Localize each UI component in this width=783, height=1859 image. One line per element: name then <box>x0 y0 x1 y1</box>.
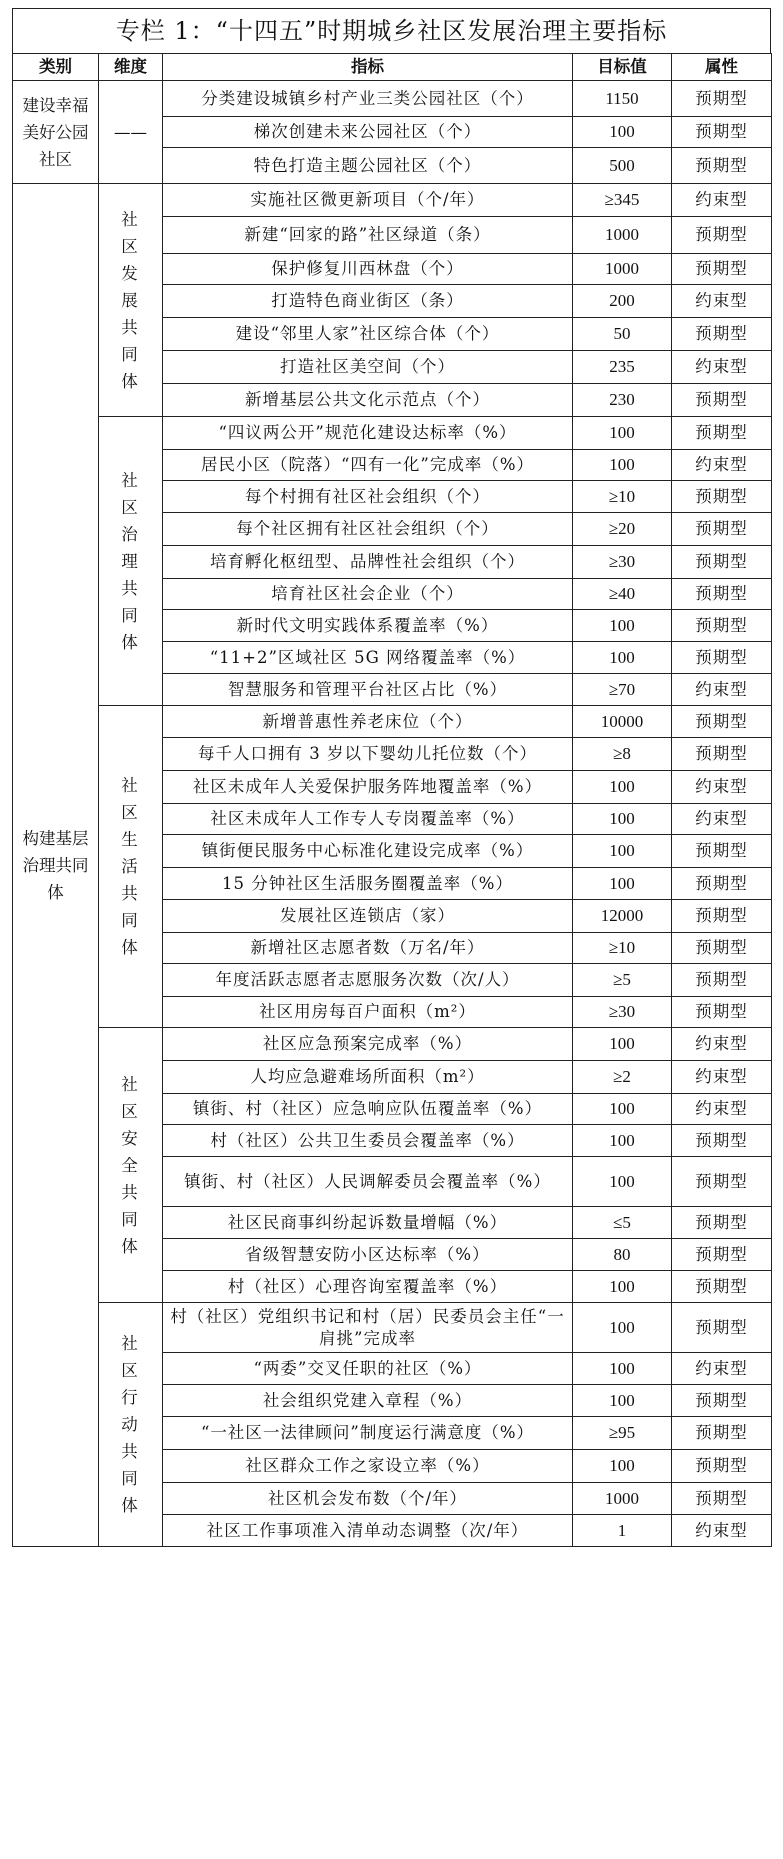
attribute-cell: 预期型 <box>672 738 772 771</box>
target-value-cell: 50 <box>573 318 672 351</box>
attribute-cell: 预期型 <box>672 81 772 117</box>
indicator-cell: 镇街便民服务中心标准化建设完成率（%） <box>163 835 573 868</box>
target-value-cell: 1150 <box>573 81 672 117</box>
table-row <box>13 417 772 450</box>
indicator-cell: 打造特色商业街区（条） <box>163 285 573 318</box>
target-value-cell: ≥10 <box>573 933 672 964</box>
indicator-cell: 15 分钟社区生活服务圈覆盖率（%） <box>163 868 573 900</box>
indicator-cell: 智慧服务和管理平台社区占比（%） <box>163 674 573 706</box>
indicator-cell: 社区未成年人关爱保护服务阵地覆盖率（%） <box>163 771 573 804</box>
indicator-cell: “一社区一法律顾问”制度运行满意度（%） <box>163 1417 573 1450</box>
attribute-cell: 预期型 <box>672 481 772 513</box>
indicator-cell: 村（社区）公共卫生委员会覆盖率（%） <box>163 1125 573 1157</box>
attribute-cell: 预期型 <box>672 1303 772 1353</box>
indicator-cell: “11+2”区域社区 5G 网络覆盖率（%） <box>163 642 573 674</box>
target-value-cell: ≤5 <box>573 1207 672 1239</box>
indicator-cell: 每个社区拥有社区社会组织（个） <box>163 513 573 546</box>
attribute-cell: 预期型 <box>672 318 772 351</box>
indicator-cell: 特色打造主题公园社区（个） <box>163 148 573 184</box>
header-category: 类别 <box>13 54 99 81</box>
target-value-cell: 1 <box>573 1515 672 1547</box>
indicator-cell: 镇街、村（社区）人民调解委员会覆盖率（%） <box>163 1157 573 1207</box>
indicator-cell: 新增普惠性养老床位（个） <box>163 706 573 738</box>
indicator-cell: 新增基层公共文化示范点（个） <box>163 384 573 417</box>
indicator-cell: 社区机会发布数（个/年） <box>163 1483 573 1515</box>
attribute-cell: 约束型 <box>672 450 772 481</box>
attribute-cell: 预期型 <box>672 1385 772 1417</box>
indicator-cell: “两委”交叉任职的社区（%） <box>163 1353 573 1385</box>
attribute-cell: 预期型 <box>672 1239 772 1271</box>
header-target: 目标值 <box>573 54 672 81</box>
target-value-cell: ≥30 <box>573 997 672 1028</box>
target-value-cell: 100 <box>573 117 672 148</box>
category-cell: 建设幸福美好公园社区 <box>13 81 99 184</box>
target-value-cell: ≥5 <box>573 964 672 997</box>
attribute-cell: 预期型 <box>672 1271 772 1303</box>
attribute-cell: 预期型 <box>672 1450 772 1483</box>
indicator-cell: 每千人口拥有 3 岁以下婴幼儿托位数（个） <box>163 738 573 771</box>
indicator-cell: 社区用房每百户面积（m²） <box>163 997 573 1028</box>
table-row <box>13 706 772 738</box>
target-value-cell: 100 <box>573 1353 672 1385</box>
attribute-cell: 预期型 <box>672 642 772 674</box>
attribute-cell: 预期型 <box>672 933 772 964</box>
indicator-cell: 村（社区）心理咨询室覆盖率（%） <box>163 1271 573 1303</box>
indicator-cell: 居民小区（院落）“四有一化”完成率（%） <box>163 450 573 481</box>
attribute-cell: 预期型 <box>672 217 772 254</box>
indicator-cell: 社区民商事纠纷起诉数量增幅（%） <box>163 1207 573 1239</box>
dimension-cell: 社区发展共同体 <box>99 184 163 417</box>
target-value-cell: 100 <box>573 771 672 804</box>
target-value-cell: ≥30 <box>573 546 672 579</box>
table-row <box>13 184 772 217</box>
attribute-cell: 约束型 <box>672 804 772 835</box>
indicator-table-panel <box>12 8 771 1547</box>
target-value-cell: 100 <box>573 1303 672 1353</box>
target-value-cell: 235 <box>573 351 672 384</box>
target-value-cell: 100 <box>573 450 672 481</box>
indicator-cell: 培育孵化枢纽型、品牌性社会组织（个） <box>163 546 573 579</box>
target-value-cell: 200 <box>573 285 672 318</box>
attribute-cell: 预期型 <box>672 417 772 450</box>
target-value-cell: 100 <box>573 417 672 450</box>
target-value-cell: 100 <box>573 1094 672 1125</box>
attribute-cell: 约束型 <box>672 1028 772 1061</box>
target-value-cell: ≥345 <box>573 184 672 217</box>
indicator-cell: 打造社区美空间（个） <box>163 351 573 384</box>
indicator-cell: 新时代文明实践体系覆盖率（%） <box>163 610 573 642</box>
target-value-cell: ≥95 <box>573 1417 672 1450</box>
attribute-cell: 预期型 <box>672 1125 772 1157</box>
attribute-cell: 预期型 <box>672 254 772 285</box>
table-row <box>13 1303 772 1353</box>
table-header-row <box>13 54 772 81</box>
attribute-cell: 预期型 <box>672 1207 772 1239</box>
category-cell: 构建基层治理共同体 <box>13 184 99 1547</box>
target-value-cell: 100 <box>573 835 672 868</box>
header-attribute: 属性 <box>672 54 772 81</box>
target-value-cell: 100 <box>573 1157 672 1207</box>
target-value-cell: ≥70 <box>573 674 672 706</box>
indicator-cell: 省级智慧安防小区达标率（%） <box>163 1239 573 1271</box>
indicator-cell: “四议两公开”规范化建设达标率（%） <box>163 417 573 450</box>
attribute-cell: 预期型 <box>672 546 772 579</box>
target-value-cell: 100 <box>573 1125 672 1157</box>
target-value-cell: 100 <box>573 1450 672 1483</box>
dimension-cell: 社区生活共同体 <box>99 706 163 1028</box>
attribute-cell: 约束型 <box>672 674 772 706</box>
attribute-cell: 预期型 <box>672 900 772 933</box>
table-body <box>13 81 772 1547</box>
attribute-cell: 预期型 <box>672 997 772 1028</box>
attribute-cell: 约束型 <box>672 351 772 384</box>
attribute-cell: 约束型 <box>672 285 772 318</box>
target-value-cell: 10000 <box>573 706 672 738</box>
attribute-cell: 约束型 <box>672 1061 772 1094</box>
indicator-cell: 村（社区）党组织书记和村（居）民委员会主任“一肩挑”完成率 <box>163 1303 573 1353</box>
attribute-cell: 预期型 <box>672 1157 772 1207</box>
target-value-cell: 12000 <box>573 900 672 933</box>
header-indicator: 指标 <box>163 54 573 81</box>
page-title: 专栏 1：“十四五”时期城乡社区发展治理主要指标 <box>12 8 771 53</box>
indicator-cell: 实施社区微更新项目（个/年） <box>163 184 573 217</box>
attribute-cell: 预期型 <box>672 1483 772 1515</box>
dimension-cell: —— <box>99 81 163 184</box>
attribute-cell: 预期型 <box>672 835 772 868</box>
dimension-cell: 社区行动共同体 <box>99 1303 163 1547</box>
attribute-cell: 预期型 <box>672 513 772 546</box>
attribute-cell: 预期型 <box>672 706 772 738</box>
target-value-cell: ≥2 <box>573 1061 672 1094</box>
attribute-cell: 预期型 <box>672 1417 772 1450</box>
indicator-cell: 新增社区志愿者数（万名/年） <box>163 933 573 964</box>
indicator-cell: 年度活跃志愿者志愿服务次数（次/人） <box>163 964 573 997</box>
attribute-cell: 预期型 <box>672 579 772 610</box>
target-value-cell: 100 <box>573 1385 672 1417</box>
dimension-cell: 社区安全共同体 <box>99 1028 163 1303</box>
indicator-cell: 分类建设城镇乡村产业三类公园社区（个） <box>163 81 573 117</box>
indicator-cell: 社区工作事项准入清单动态调整（次/年） <box>163 1515 573 1547</box>
indicator-cell: 每个村拥有社区社会组织（个） <box>163 481 573 513</box>
attribute-cell: 约束型 <box>672 1094 772 1125</box>
indicator-cell: 人均应急避难场所面积（m²） <box>163 1061 573 1094</box>
target-value-cell: 100 <box>573 610 672 642</box>
indicator-cell: 社区群众工作之家设立率（%） <box>163 1450 573 1483</box>
indicator-cell: 发展社区连锁店（家） <box>163 900 573 933</box>
indicator-cell: 社区未成年人工作专人专岗覆盖率（%） <box>163 804 573 835</box>
attribute-cell: 预期型 <box>672 117 772 148</box>
attribute-cell: 预期型 <box>672 610 772 642</box>
indicator-cell: 新建“回家的路”社区绿道（条） <box>163 217 573 254</box>
indicator-table <box>12 53 772 1547</box>
target-value-cell: 100 <box>573 1271 672 1303</box>
target-value-cell: ≥8 <box>573 738 672 771</box>
target-value-cell: ≥40 <box>573 579 672 610</box>
attribute-cell: 预期型 <box>672 964 772 997</box>
attribute-cell: 预期型 <box>672 868 772 900</box>
target-value-cell: 100 <box>573 804 672 835</box>
target-value-cell: 1000 <box>573 254 672 285</box>
attribute-cell: 约束型 <box>672 1515 772 1547</box>
table-row <box>13 1028 772 1061</box>
indicator-cell: 社会组织党建入章程（%） <box>163 1385 573 1417</box>
attribute-cell: 约束型 <box>672 771 772 804</box>
dimension-cell: 社区治理共同体 <box>99 417 163 706</box>
target-value-cell: 100 <box>573 642 672 674</box>
target-value-cell: 100 <box>573 868 672 900</box>
target-value-cell: 500 <box>573 148 672 184</box>
indicator-cell: 建设“邻里人家”社区综合体（个） <box>163 318 573 351</box>
target-value-cell: ≥10 <box>573 481 672 513</box>
indicator-cell: 梯次创建未来公园社区（个） <box>163 117 573 148</box>
indicator-cell: 培育社区社会企业（个） <box>163 579 573 610</box>
indicator-cell: 社区应急预案完成率（%） <box>163 1028 573 1061</box>
target-value-cell: 1000 <box>573 217 672 254</box>
indicator-cell: 镇街、村（社区）应急响应队伍覆盖率（%） <box>163 1094 573 1125</box>
attribute-cell: 约束型 <box>672 184 772 217</box>
attribute-cell: 约束型 <box>672 1353 772 1385</box>
header-dimension: 维度 <box>99 54 163 81</box>
target-value-cell: ≥20 <box>573 513 672 546</box>
indicator-cell: 保护修复川西林盘（个） <box>163 254 573 285</box>
table-row <box>13 81 772 117</box>
attribute-cell: 预期型 <box>672 384 772 417</box>
target-value-cell: 80 <box>573 1239 672 1271</box>
target-value-cell: 100 <box>573 1028 672 1061</box>
target-value-cell: 1000 <box>573 1483 672 1515</box>
target-value-cell: 230 <box>573 384 672 417</box>
attribute-cell: 预期型 <box>672 148 772 184</box>
